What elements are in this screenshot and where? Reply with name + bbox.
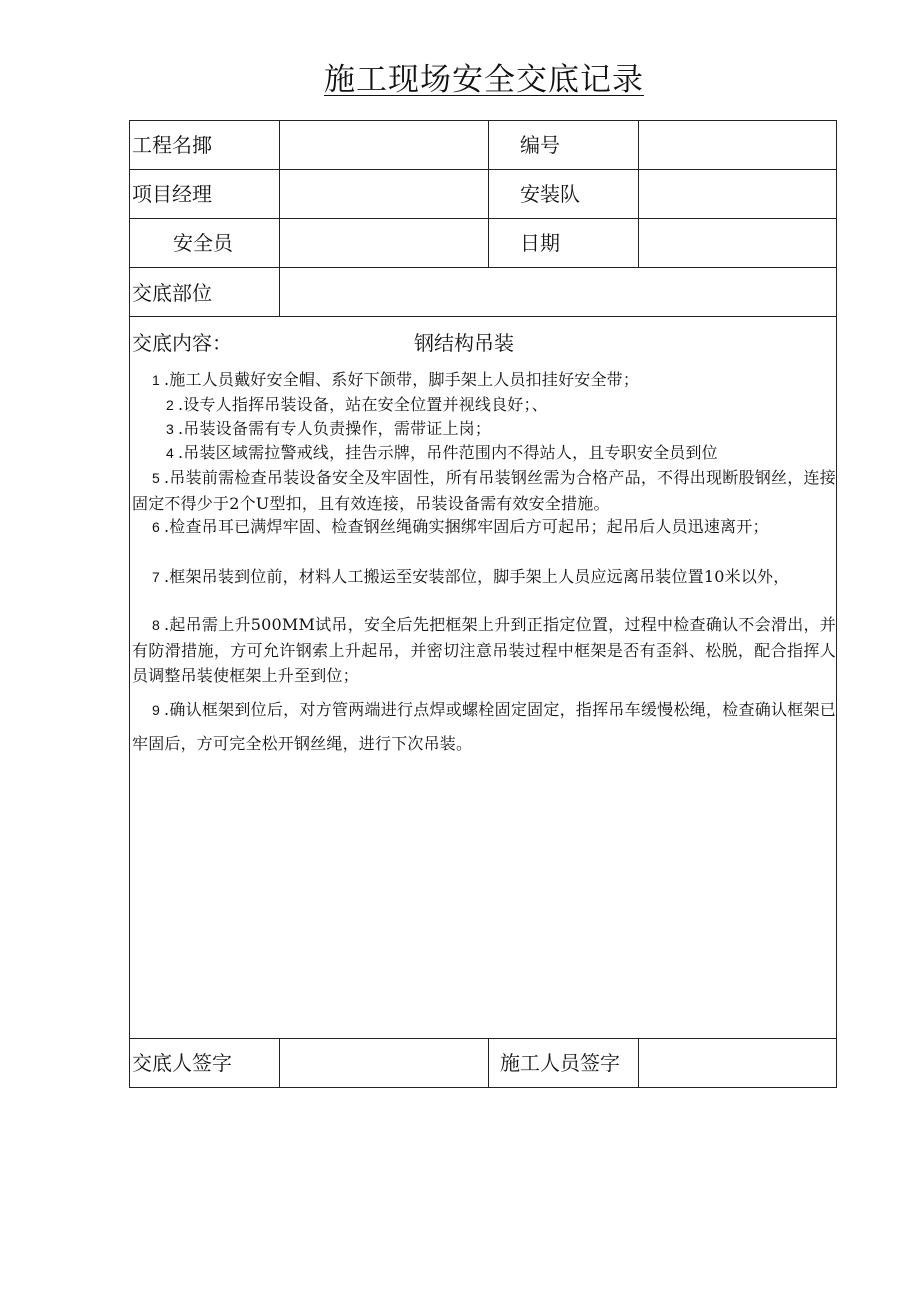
install-team-label: 安装队: [520, 182, 580, 206]
handover-location-field[interactable]: [281, 268, 835, 315]
worker-sign-field[interactable]: [640, 1039, 835, 1086]
item-text: .吊装设备需有专人负责操作，需带证上岗；: [178, 419, 492, 438]
table-col-divider: [488, 1038, 489, 1088]
list-item: [132, 440, 836, 466]
item-text: .检查吊耳已满焊牢固、检查钢丝绳确实捆绑牢固后方可起吊；起吊后人员迅速离开；: [164, 517, 769, 536]
page-title: 施工现场安全交底记录: [324, 62, 644, 98]
table-border-bottom: [129, 1087, 837, 1088]
number-field[interactable]: [640, 121, 835, 168]
item-number: 4: [166, 445, 174, 461]
list-item: [132, 693, 836, 761]
item-text: .框架吊装到位前，材料人工搬运至安装部位，脚手架上人员应远离吊装位置10米以外，: [164, 567, 790, 586]
date-field[interactable]: [640, 219, 835, 266]
item-number: 2: [166, 397, 174, 413]
worker-sign-label: 施工人员签字: [500, 1051, 620, 1075]
content-label: 交底内容：: [132, 331, 232, 355]
project-name-field[interactable]: [281, 121, 487, 168]
item-number: 1: [152, 372, 160, 388]
table-col-divider: [279, 1038, 280, 1088]
item-text: .吊装前需检查吊装设备安全及牢固性，所有吊装钢丝需为合格产品，不得出现断股钢丝，连接固定不得少于2个U型扣，且有效连接，吊装设备需有效安全措施。: [132, 468, 836, 513]
date-label: 日期: [520, 231, 560, 255]
item-text: .确认框架到位后，对方管两端进行点焊或螺栓固定固定，指挥吊车缓慢松绳，检查确认框架已牢固后，方可完全松开钢丝绳，进行下次吊装。: [132, 700, 836, 753]
list-item: [132, 612, 836, 688]
safety-officer-field[interactable]: [281, 219, 487, 266]
list-item: [132, 465, 836, 516]
item-number: 5: [152, 470, 160, 486]
item-number: 8: [152, 617, 160, 633]
safety-officer-label: 安全员: [173, 231, 233, 255]
table-col-divider: [638, 1038, 639, 1088]
content-subject: 钢结构吊装: [414, 331, 514, 355]
project-manager-label: 项目经理: [132, 182, 212, 206]
table-col-divider: [488, 120, 489, 268]
list-item: [132, 514, 836, 540]
install-team-field[interactable]: [640, 170, 835, 217]
item-number: 7: [152, 569, 160, 585]
list-item: [132, 564, 836, 590]
briefer-sign-label: 交底人签字: [132, 1051, 232, 1075]
table-row-divider: [129, 316, 837, 317]
list-item: [132, 416, 836, 442]
item-text: .吊装区域需拉警戒线，挂告示牌，吊件范围内不得站人，且专职安全员到位: [178, 443, 718, 462]
project-name-label: 工程名揶: [132, 133, 212, 157]
handover-location-label: 交底部位: [132, 281, 212, 305]
list-item: [132, 392, 836, 418]
table-border-right: [836, 120, 837, 1088]
list-item: [132, 367, 836, 393]
number-label: 编号: [520, 133, 560, 157]
briefer-sign-field[interactable]: [281, 1039, 487, 1086]
item-number: 6: [152, 519, 160, 535]
table-col-divider: [638, 120, 639, 268]
item-text: .施工人员戴好安全帽、系好下颌带，脚手架上人员扣挂好安全带；: [164, 370, 640, 389]
project-manager-field[interactable]: [281, 170, 487, 217]
item-number: 3: [166, 421, 174, 437]
item-text: .设专人指挥吊装设备，站在安全位置并视线良好；、: [178, 395, 548, 414]
table-col-divider: [279, 120, 280, 317]
item-text: .起吊需上升500MM试吊，安全后先把框架上升到正指定位置，过程中检查确认不会滑出，并有防滑措施，方可允许钢索上升起吊，并密切注意吊装过程中框架是否有歪斜、松脱，配合指挥人员调整吊装使框架上升至到位；: [132, 615, 836, 685]
item-number: 9: [152, 702, 160, 718]
table-border-left: [129, 120, 130, 1088]
